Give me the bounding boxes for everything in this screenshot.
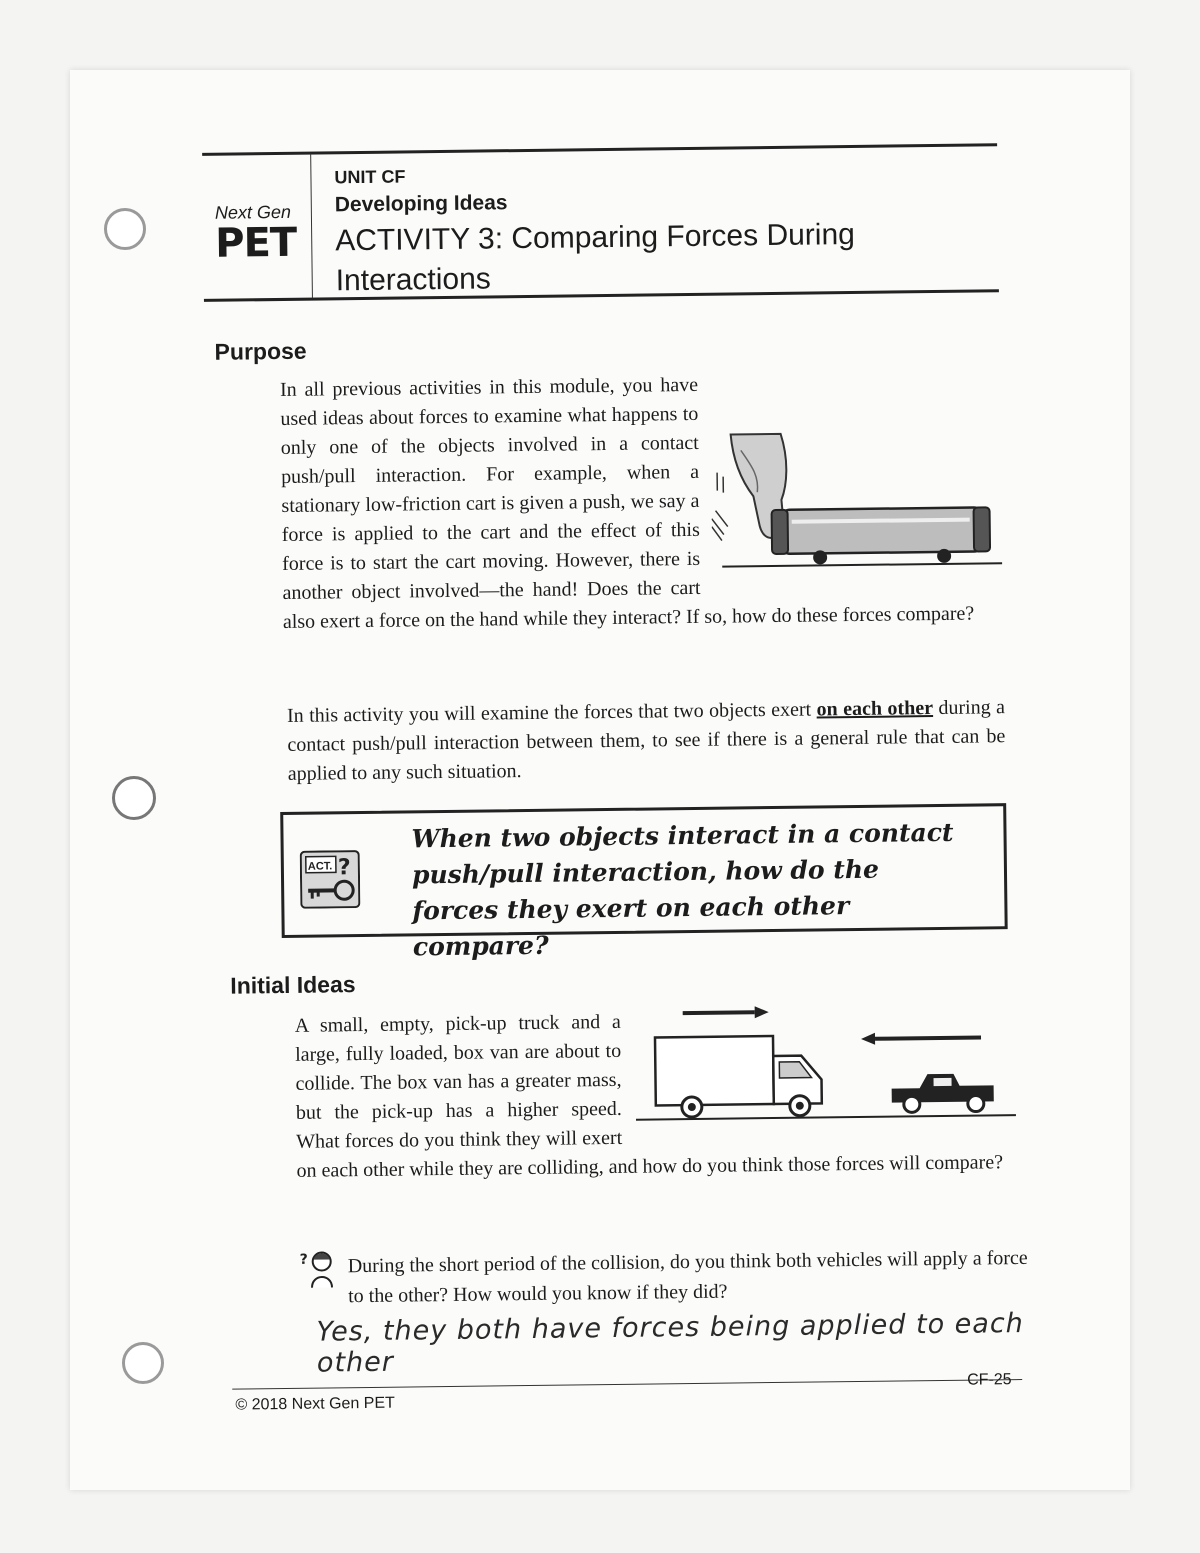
unit-label: UNIT CF (334, 166, 406, 188)
act-icon-label: ACT. (307, 860, 333, 873)
hand-pushing-cart-image (711, 427, 1003, 581)
key-question-text: When two objects interact in a contact push/pull interaction, how do the forces they exert on each other compare? (411, 817, 954, 962)
p2-text-before: In this activity you will examine the forces that two objects exert (286, 698, 817, 727)
section-kicker: Developing Ideas (334, 191, 508, 217)
p2-highlight: on each other (816, 697, 934, 721)
logo-small-text: Next Gen (214, 201, 292, 223)
initial-ideas-heading: Initial Ideas (230, 971, 356, 999)
key-question-box (280, 803, 1007, 962)
punch-hole-middle (112, 776, 156, 820)
act-key-icon (300, 850, 361, 909)
page-title: ACTIVITY 3: Comparing Forces During Interactions (335, 217, 856, 298)
footer-rule (232, 1379, 1022, 1390)
initial-ideas-paragraph (295, 1003, 1017, 1186)
worksheet-page (202, 143, 1028, 1443)
initial-question: During the short period of the collision, do you think both vehicles will apply a force to the other? How would you know if they did? (347, 1246, 1028, 1308)
punch-hole-bottom (122, 1342, 164, 1384)
svg-text:?: ? (337, 855, 351, 881)
purpose-text: In all previous activities in this module, you have used ideas about forces to examine what happens to only one of the objects involved in a contact push/pull interaction. For example, when a stationary low-friction cart is given a push, we say a force is applied to the cart and the effect of this force is to start the cart moving. However, there is another object involved—the hand! Does the cart also exert a force on the hand while they interact? If so, how do these forces compare? (279, 373, 975, 633)
p2-text-after: during a contact push/pull interaction between them, to see if there is a general rule that can be applied to any such situation. (287, 696, 1006, 785)
logo-big-text: PET (214, 219, 297, 267)
purpose-paragraph-2 (287, 693, 1006, 789)
purpose-paragraph (280, 367, 1003, 666)
svg-text:?: ? (299, 1251, 308, 1268)
initial-ideas-text: A small, empty, pick-up truck and a large, fully loaded, box van are about to collide. The box van has a greater mass, but the pick-up has a higher speed. What forces do you think they will exert on each other while they are colliding, and how do you think those forces will compare? (294, 1010, 1004, 1182)
footer-copyright: © 2018 Next Gen PET (235, 1394, 395, 1414)
page-number: CF-25 (967, 1371, 1012, 1389)
thinking-person-icon (300, 1249, 336, 1289)
truck-collision-image (635, 1003, 1016, 1128)
header-divider (310, 154, 313, 298)
logo (214, 201, 308, 267)
purpose-heading: Purpose (214, 337, 307, 365)
punch-hole-top (104, 208, 146, 250)
handwritten-answer: Yes, they both have forces being applied to each other (316, 1307, 1024, 1379)
